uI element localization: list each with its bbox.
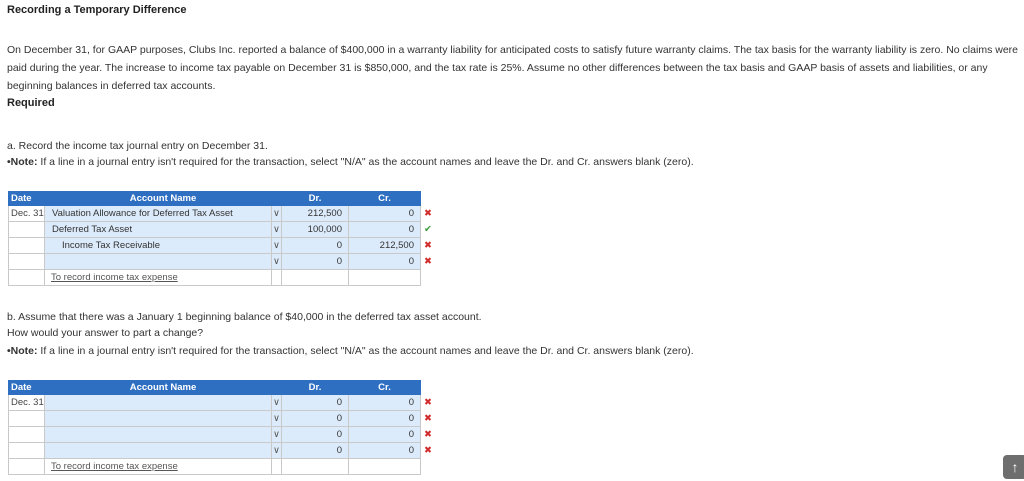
part-b-followup: How would your answer to part a change?: [7, 327, 204, 339]
credit-input[interactable]: 0: [349, 411, 421, 427]
part-b-note: [7, 343, 694, 359]
part-a-question: a. Record the income tax journal entry on December 31.: [7, 140, 268, 152]
debit-input[interactable]: 0: [282, 254, 349, 270]
account-name-header: Account Name: [45, 381, 282, 395]
journal-row: [9, 238, 435, 254]
scroll-to-top-button[interactable]: ↑: [1003, 455, 1024, 479]
required-heading: Required: [7, 97, 55, 109]
date-header: Date: [9, 192, 45, 206]
memo-link[interactable]: To record income tax expense: [45, 270, 272, 286]
dr-header: Dr.: [282, 192, 349, 206]
chevron-down-icon[interactable]: ∨: [272, 238, 282, 254]
row-date: [9, 443, 45, 459]
row-date: [9, 238, 45, 254]
chevron-down-icon[interactable]: ∨: [272, 443, 282, 459]
debit-input[interactable]: 100,000: [282, 222, 349, 238]
account-select[interactable]: [45, 411, 272, 427]
cr-header: Cr.: [349, 381, 421, 395]
credit-input[interactable]: 0: [349, 222, 421, 238]
part-a-note: [7, 154, 694, 170]
row-date: [9, 222, 45, 238]
chevron-down-icon[interactable]: ∨: [272, 411, 282, 427]
incorrect-icon: ✖: [424, 397, 432, 408]
row-date: Dec. 31: [9, 206, 45, 222]
account-select[interactable]: [45, 254, 272, 270]
journal-table-b: [8, 380, 435, 475]
part-b-question: b. Assume that there was a January 1 beginning balance of $40,000 in the deferred tax asset account.: [7, 311, 482, 323]
account-select[interactable]: Income Tax Receivable: [45, 238, 272, 254]
memo-row: [9, 270, 435, 286]
date-header: Date: [9, 381, 45, 395]
account-select[interactable]: [45, 395, 272, 411]
row-date: [9, 427, 45, 443]
journal-row: [9, 222, 435, 238]
debit-input[interactable]: 0: [282, 443, 349, 459]
credit-input[interactable]: 0: [349, 427, 421, 443]
row-date: Dec. 31: [9, 395, 45, 411]
chevron-down-icon[interactable]: ∨: [272, 395, 282, 411]
debit-input[interactable]: 0: [282, 238, 349, 254]
debit-input[interactable]: 212,500: [282, 206, 349, 222]
journal-row: [9, 411, 435, 427]
cr-header: Cr.: [349, 192, 421, 206]
incorrect-icon: ✖: [424, 240, 432, 251]
journal-row: [9, 254, 435, 270]
journal-row: [9, 427, 435, 443]
part-b-note-text: If a line in a journal entry isn't required for the transaction, select "N/A" as the account names and leave the Dr. and Cr. answers blank (zero).: [37, 345, 694, 357]
memo-row: [9, 459, 435, 475]
debit-input[interactable]: 0: [282, 411, 349, 427]
credit-input[interactable]: 0: [349, 443, 421, 459]
incorrect-icon: ✖: [424, 429, 432, 440]
account-select[interactable]: [45, 427, 272, 443]
credit-input[interactable]: 0: [349, 206, 421, 222]
journal-table-a: [8, 191, 435, 286]
account-select[interactable]: Deferred Tax Asset: [45, 222, 272, 238]
journal-row: [9, 206, 435, 222]
credit-input[interactable]: 0: [349, 395, 421, 411]
account-name-header: Account Name: [45, 192, 282, 206]
debit-input[interactable]: 0: [282, 395, 349, 411]
debit-input[interactable]: 0: [282, 427, 349, 443]
correct-icon: ✔: [424, 224, 432, 235]
row-date: [9, 411, 45, 427]
credit-input[interactable]: 212,500: [349, 238, 421, 254]
part-a-note-label: •Note:: [7, 156, 38, 168]
journal-row: [9, 395, 435, 411]
row-date: [9, 254, 45, 270]
memo-link[interactable]: To record income tax expense: [45, 459, 272, 475]
account-select[interactable]: [45, 443, 272, 459]
incorrect-icon: ✖: [424, 413, 432, 424]
chevron-down-icon[interactable]: ∨: [272, 206, 282, 222]
account-select[interactable]: Valuation Allowance for Deferred Tax Asset: [45, 206, 272, 222]
part-b-note-label: •Note:: [7, 345, 38, 357]
problem-description: On December 31, for GAAP purposes, Clubs Inc. reported a balance of $400,000 in a warranty liability for anticipated costs to satisfy future warranty claims. The tax basis for the warranty liability is zero. No claims were paid during the year. The increase to income tax payable on December 31 is $850,000, and the tax rate is 25%. Assume no other differences between the tax basis and GAAP basis of assets and liabilities, or any beginning balances in deferred tax accounts.: [7, 44, 1018, 92]
journal-row: [9, 443, 435, 459]
incorrect-icon: ✖: [424, 208, 432, 219]
credit-input[interactable]: 0: [349, 254, 421, 270]
dr-header: Dr.: [282, 381, 349, 395]
part-a-note-text: If a line in a journal entry isn't required for the transaction, select "N/A" as the account names and leave the Dr. and Cr. answers blank (zero).: [37, 156, 694, 168]
incorrect-icon: ✖: [424, 256, 432, 267]
chevron-down-icon[interactable]: ∨: [272, 427, 282, 443]
chevron-down-icon[interactable]: ∨: [272, 222, 282, 238]
chevron-down-icon[interactable]: ∨: [272, 254, 282, 270]
incorrect-icon: ✖: [424, 445, 432, 456]
page-title: Recording a Temporary Difference: [7, 4, 187, 16]
